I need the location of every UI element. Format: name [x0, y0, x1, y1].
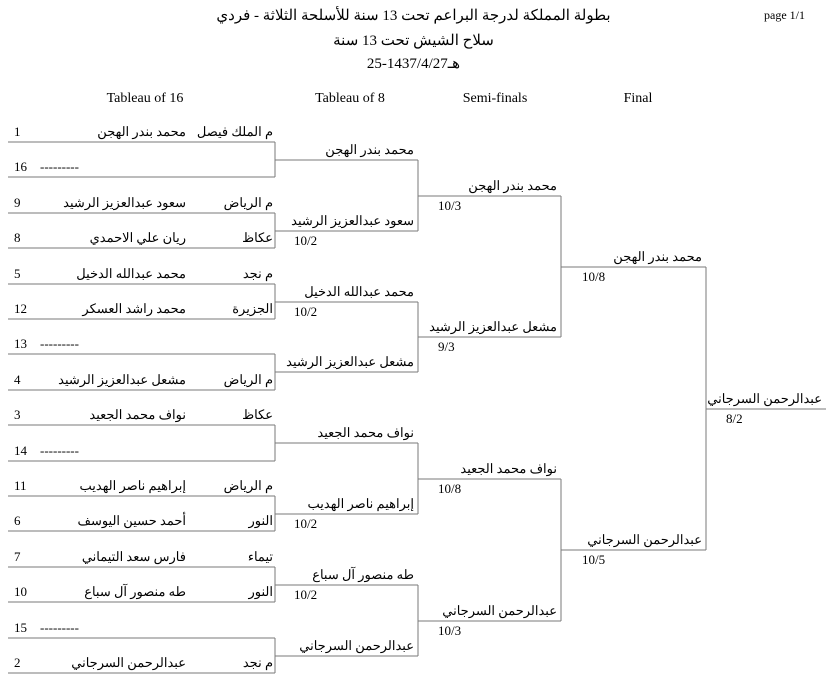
t16-fencer-name: محمد راشد العسكر: [82, 301, 186, 316]
t16-fencer-name: سعود عبدالعزيز الرشيد: [63, 195, 186, 210]
sf-fencer-name: محمد بندر الهجن: [468, 178, 557, 193]
sf-fencer-name: عبدالرحمن السرجاني: [442, 603, 557, 618]
t16-seed: 10: [14, 584, 27, 599]
t16-fencer-name: نواف محمد الجعيد: [89, 407, 186, 422]
t8-score: 10/2: [294, 587, 318, 602]
t16-empty-slot: ---------: [40, 443, 79, 458]
t16-fencer-name: ريان علي الاحمدي: [89, 230, 186, 245]
t16-seed: 9: [14, 195, 21, 210]
t8-fencer-name: محمد بندر الهجن: [325, 142, 414, 157]
t8-score: 10/2: [294, 304, 318, 319]
t8-score: 10/2: [294, 516, 318, 531]
t8-score: 10/2: [294, 233, 318, 248]
t16-club: م الرياض: [223, 195, 273, 210]
t8-fencer-name: سعود عبدالعزيز الرشيد: [291, 213, 414, 228]
column-tableau8: Tableau of 8: [315, 91, 385, 106]
t16-club: م الملك فيصل: [196, 124, 273, 139]
t16-fencer-name: فارس سعد التيماني: [81, 549, 186, 564]
t16-club: النور: [248, 513, 273, 528]
t8-fencer-name: إبراهيم ناصر الهديب: [307, 496, 414, 511]
t16-club: م نجد: [242, 655, 273, 670]
page-number: page 1/1: [764, 8, 805, 22]
t16-seed: 13: [14, 336, 27, 351]
t8-fencer-name: طه منصور آل سباع: [312, 567, 414, 582]
t16-club: النور: [248, 584, 273, 599]
weapon-category: سلاح الشيش تحت 13 سنة: [333, 33, 494, 49]
column-final: Final: [623, 91, 653, 106]
final-fencer-name: محمد بندر الهجن: [613, 249, 702, 264]
tournament-date: 25-1437/4/27هـ: [366, 56, 461, 72]
column-tableau16: Tableau of 16: [106, 91, 184, 106]
t16-fencer-name: عبدالرحمن السرجاني: [71, 655, 186, 670]
t16-fencer-name: أحمد حسين اليوسف: [77, 513, 186, 528]
t8-fencer-name: نواف محمد الجعيد: [317, 425, 414, 440]
column-semifinals: Semi-finals: [462, 91, 528, 106]
sf-score: 10/3: [438, 198, 462, 213]
final-fencer-name: عبدالرحمن السرجاني: [587, 532, 702, 547]
t16-seed: 1: [14, 124, 21, 139]
sf-score: 9/3: [438, 339, 455, 354]
t8-fencer-name: مشعل عبدالعزيز الرشيد: [286, 354, 414, 369]
final-score: 10/5: [582, 552, 606, 567]
t16-seed: 5: [14, 266, 21, 281]
t16-club: عكاظ: [242, 407, 273, 422]
t16-seed: 11: [14, 478, 27, 493]
t16-seed: 12: [14, 301, 27, 316]
t16-seed: 3: [14, 407, 21, 422]
t16-empty-slot: ---------: [40, 159, 79, 174]
sf-score: 10/8: [438, 481, 462, 496]
t16-empty-slot: ---------: [40, 336, 79, 351]
t16-club: م نجد: [242, 266, 273, 281]
t16-seed: 2: [14, 655, 21, 670]
t16-club: تيماء: [247, 549, 273, 564]
sf-fencer-name: مشعل عبدالعزيز الرشيد: [429, 319, 557, 334]
tournament-title: بطولة المملكة لدرجة البراعم تحت 13 سنة للأسلحة الثلاثة - فردي: [216, 8, 611, 24]
t16-seed: 7: [14, 549, 21, 564]
t16-seed: 8: [14, 230, 21, 245]
t16-club: م الرياض: [223, 478, 273, 493]
t16-fencer-name: مشعل عبدالعزيز الرشيد: [58, 372, 186, 387]
t8-fencer-name: محمد عبدالله الدخيل: [304, 284, 414, 299]
t16-seed: 14: [14, 443, 27, 458]
t16-fencer-name: طه منصور آل سباع: [84, 584, 186, 599]
t16-seed: 4: [14, 372, 21, 387]
t16-empty-slot: ---------: [40, 620, 79, 635]
sf-fencer-name: نواف محمد الجعيد: [460, 461, 557, 476]
t16-fencer-name: إبراهيم ناصر الهديب: [79, 478, 186, 493]
t16-fencer-name: محمد بندر الهجن: [97, 124, 186, 139]
winner-name: عبدالرحمن السرجاني: [707, 391, 822, 406]
winner-score: 8/2: [726, 411, 743, 426]
t16-seed: 6: [14, 513, 21, 528]
sf-score: 10/3: [438, 623, 462, 638]
final-score: 10/8: [582, 269, 606, 284]
t8-fencer-name: عبدالرحمن السرجاني: [299, 638, 414, 653]
t16-fencer-name: محمد عبدالله الدخيل: [76, 266, 186, 281]
t16-seed: 16: [14, 159, 27, 174]
t16-club: الجزيرة: [232, 301, 273, 316]
t16-club: م الرياض: [223, 372, 273, 387]
t16-club: عكاظ: [242, 230, 273, 245]
t16-seed: 15: [14, 620, 27, 635]
